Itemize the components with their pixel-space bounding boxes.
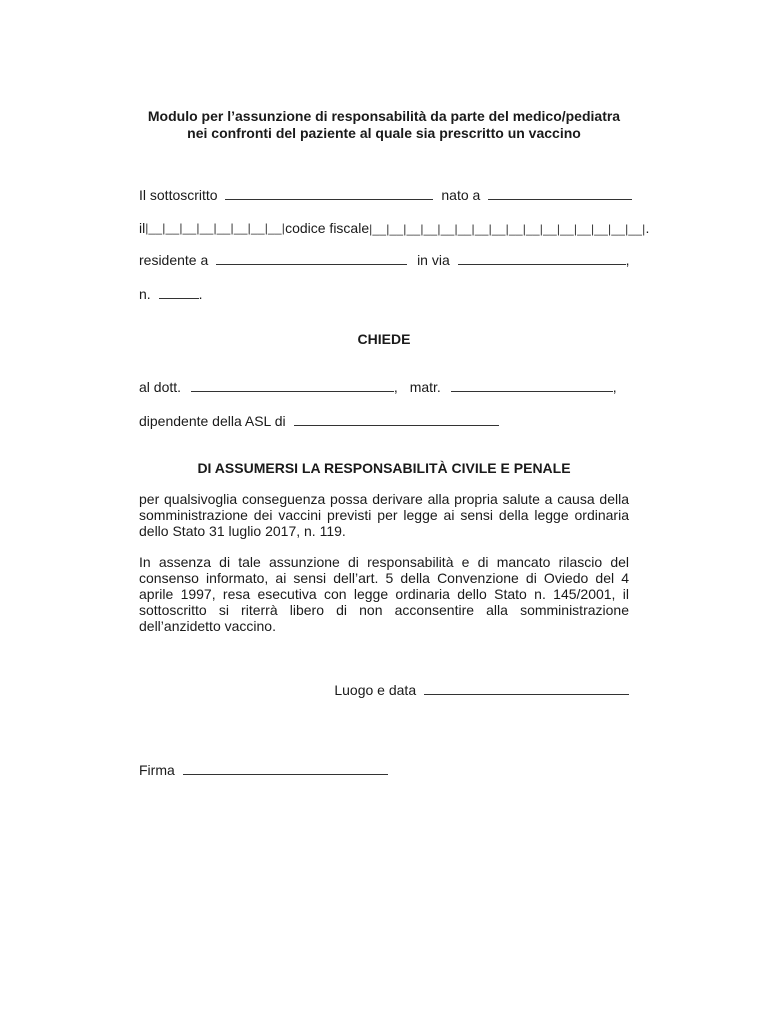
sottoscritto-field[interactable] bbox=[225, 186, 433, 200]
row-numero bbox=[139, 285, 629, 303]
form-title bbox=[139, 108, 629, 142]
via-label: in via bbox=[417, 252, 450, 268]
form-title-line-2: nei confronti del paziente al quale sia prescritto un vaccino bbox=[187, 125, 581, 141]
row-date-cf bbox=[139, 219, 650, 238]
row-luogo-data bbox=[139, 681, 629, 699]
matr-field[interactable] bbox=[451, 378, 613, 392]
row-dottore bbox=[139, 378, 629, 396]
row-sottoscritto bbox=[139, 186, 629, 204]
asl-field[interactable] bbox=[294, 412, 499, 426]
paragraph-consent: In assenza di tale assunzione di responsabilità e di mancato rilascio del consenso informato, ai sensi dell’art. 5 della Convenzione di Oviedo del 4 aprile 1997, resa esecutiva con legge ordinaria dello Stato n. 145/2001, il sottoscritto si riterrà libero di non acconsentire alla somministrazione dell’anzidetto vaccino. bbox=[139, 554, 629, 634]
codice-fiscale-label: codice fiscale bbox=[285, 220, 370, 236]
codice-fiscale-wrap bbox=[369, 219, 649, 238]
matr-label: matr. bbox=[409, 379, 441, 395]
luogo-data-label: Luogo e data bbox=[334, 682, 417, 698]
numero-label: n. bbox=[139, 286, 151, 302]
via-field[interactable] bbox=[458, 251, 626, 265]
codice-fiscale-boxes[interactable]: |__|__|__|__|__|__|__|__|__|__|__|__|__|__|__|__| bbox=[369, 222, 646, 236]
row-firma bbox=[139, 761, 629, 779]
sottoscritto-label: Il sottoscritto bbox=[139, 187, 218, 203]
asl-label: dipendente della ASL di bbox=[139, 413, 286, 429]
birth-date-boxes[interactable]: |__|__|__|__|__|__|__|__| bbox=[145, 221, 286, 235]
dott-comma: , bbox=[393, 379, 398, 395]
via-comma: , bbox=[625, 252, 630, 268]
luogo-data-field[interactable] bbox=[424, 681, 629, 695]
form-title-line-1: Modulo per l’assunzione di responsabilità da parte del medico/pediatra bbox=[147, 108, 621, 124]
document-page bbox=[139, 0, 650, 1024]
row-residenza bbox=[139, 251, 629, 269]
paragraph-consequences: per qualsivoglia conseguenza possa derivare alla propria salute a causa della somministrazione dei vaccini previsti per legge ai sensi della legge ordinaria dello Stato 31 luglio 2017, n. 119. bbox=[139, 491, 629, 539]
dott-field[interactable] bbox=[191, 378, 394, 392]
row-asl bbox=[139, 412, 629, 430]
il-label: il bbox=[139, 220, 146, 236]
numero-field[interactable] bbox=[159, 285, 199, 299]
cf-period: . bbox=[645, 220, 650, 236]
nato-label: nato a bbox=[441, 187, 481, 203]
firma-field[interactable] bbox=[183, 761, 388, 775]
chiede-heading: CHIEDE bbox=[357, 331, 411, 347]
numero-period: . bbox=[198, 286, 203, 302]
nato-field[interactable] bbox=[488, 186, 632, 200]
residente-field[interactable] bbox=[216, 251, 407, 265]
responsibility-heading: DI ASSUMERSI LA RESPONSABILITÀ CIVILE E PENALE bbox=[197, 460, 571, 476]
matr-comma: , bbox=[612, 379, 617, 395]
residente-label: residente a bbox=[139, 252, 209, 268]
firma-label: Firma bbox=[139, 762, 175, 778]
dott-label: al dott. bbox=[139, 379, 182, 395]
